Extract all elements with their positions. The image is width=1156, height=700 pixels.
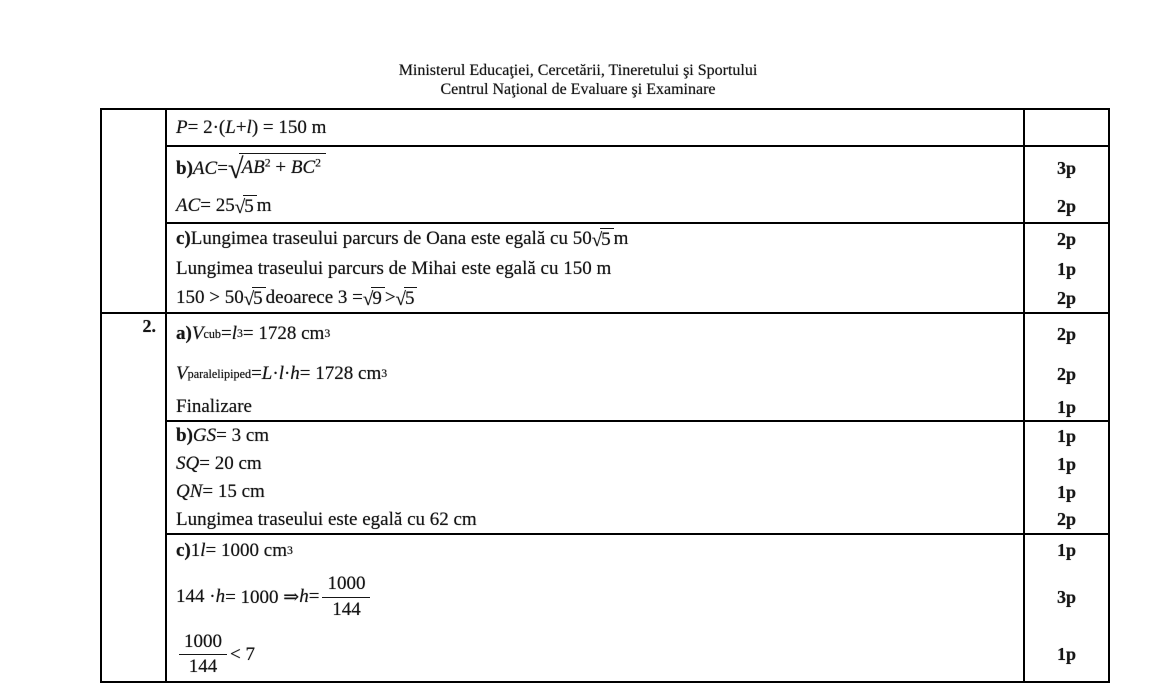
radical-sign-icon: √ [243,288,255,310]
points-value: 2p [1056,323,1076,344]
sqrt-radical [396,287,418,310]
points-cell [1023,110,1108,145]
points-cell [1023,628,1108,681]
math-variable: P [176,116,188,138]
radical-sign-icon: √ [227,153,244,185]
points-cell [1023,254,1108,284]
solution-line: a) V cub = l 3 = 1728 cm 3 [176,323,331,344]
math-variable: AB [241,156,265,178]
grading-table [100,108,1110,683]
points-value: 1p [1056,258,1076,279]
radicand: 5 [600,228,614,251]
points-value: 1p [1056,425,1076,446]
math-variable: l [278,363,284,384]
solution-line: $\frac{1000}{144}$ < 7 [167,628,1023,681]
solution-row-group [167,110,1108,145]
fraction-denominator: 144 [332,598,361,620]
math-variable: l [246,116,252,138]
solution-line: P = 2·( L + l ) = 150 m [176,116,327,138]
sqrt-radical [228,153,326,185]
math-variable: h [215,586,226,607]
points-value: 1p [1056,396,1076,417]
solution-row-group [167,222,1108,312]
question-block [102,312,1108,681]
radicand: 5 [252,287,266,310]
math-variable: GS [192,425,217,446]
solution-line: c) 1 l = 1000 cm 3 [176,539,293,561]
part-label: c) [176,228,191,249]
points-cell [1023,506,1108,533]
question-content [167,110,1108,312]
math-variable: SQ [176,453,200,474]
sqrt-radical [363,287,385,310]
math-variable: AC [176,195,201,216]
points-value: 2p [1056,509,1076,529]
math-variable: L [261,363,273,384]
points-cell [1023,314,1108,354]
solution-line: b) GS = 3 cm [176,425,270,446]
math-variable: V [176,363,188,384]
fraction-denominator: 144 [188,656,218,677]
header-ministry-line: Ministerul Educaţiei, Cercetării, Tineretului şi Sportului [398,62,758,79]
points-value: 2p [1056,228,1076,249]
points-value: 2p [1056,287,1076,308]
math-variable: h [290,363,300,384]
sqrt-radical [244,287,266,310]
radical-sign-icon: √ [234,196,246,218]
solution-line: b) AC = $√AB^2 + BC^2$ [167,147,1023,190]
part-label: b) [176,425,193,446]
points-value: 1p [1056,540,1076,560]
points-cell [1023,535,1108,566]
fraction [179,631,227,679]
part-label: b) [176,157,193,179]
math-variable: QN [176,481,203,502]
math-variable: h [299,586,309,607]
points-cell [1023,478,1108,506]
points-cell [1023,422,1108,450]
part-label: c) [176,539,191,561]
math-variable: BC [290,156,316,178]
solution-line: Lungimea traseului este egală cu 62 cm [176,508,477,530]
sqrt-radical [235,195,257,218]
math-variable: AC [192,157,218,179]
solution-line: 144 · h = 1000 ⇒ h = $\frac{1000}{144}$ [167,566,1023,628]
points-value: 2p [1056,195,1076,216]
radical-sign-icon: √ [395,288,406,310]
points-value: 3p [1056,586,1076,607]
sqrt-radical [592,228,614,251]
fraction [322,573,370,621]
solution-line: AC = 25 √5 m [176,195,272,218]
points-cell [1023,284,1108,312]
solution-line: c) Lungimea traseului parcurs de Oana este egală cu 50 √5 m [176,228,629,251]
points-value: 1p [1056,453,1076,474]
points-cell [1023,450,1108,478]
solution-row-group [167,533,1108,681]
solution-row-group [167,314,1108,420]
radical-sign-icon: √ [591,229,603,251]
points-cell [1023,190,1108,222]
points-value: 3p [1056,158,1076,178]
question-number-cell [102,110,167,312]
radicand: 5 [404,287,418,310]
points-value: 2p [1056,363,1076,384]
solution-line: Lungimea traseului parcurs de Mihai este egală cu 150 m [176,258,612,279]
solution-line: 150 > 50 √5 deoarece 3 = √9 > √5 [167,284,1023,312]
math-variable: l [231,323,237,344]
points-value: 1p [1056,481,1076,502]
math-variable: V [191,323,204,344]
radicand: 9 [371,287,385,310]
points-cell [1023,224,1108,254]
points-cell [1023,566,1108,628]
points-cell [1023,394,1108,420]
solution-row-group [167,420,1108,533]
points-value: 1p [1056,644,1076,664]
math-variable: l [200,539,206,561]
solution-row-group [167,145,1108,222]
question-block [102,110,1108,312]
question-number: 2. [142,316,156,336]
part-label: a) [176,323,192,344]
fraction-numerator: 1000 [322,573,370,597]
points-cell [1023,354,1108,394]
question-content [167,314,1108,681]
solution-line: Finalizare [176,396,252,417]
solution-line: SQ = 20 cm [176,453,262,474]
superscript: 2 [315,156,322,170]
radical-sign-icon: √ [362,288,374,310]
solution-line: V paralelipiped = L · l · h = 1728 cm 3 [176,363,388,384]
math-variable: L [225,116,236,138]
radicand: $AB^2 + BC^2$ [239,153,327,182]
fraction-numerator: 1000 [179,631,227,655]
question-number-cell [102,314,167,681]
header-center-line: Centrul Naţional de Evaluare şi Examinare [440,81,716,98]
solution-line: QN = 15 cm [176,481,265,502]
radicand: 5 [243,195,257,218]
points-cell [1023,147,1108,190]
document-header [0,61,1156,99]
superscript: 2 [264,156,271,170]
